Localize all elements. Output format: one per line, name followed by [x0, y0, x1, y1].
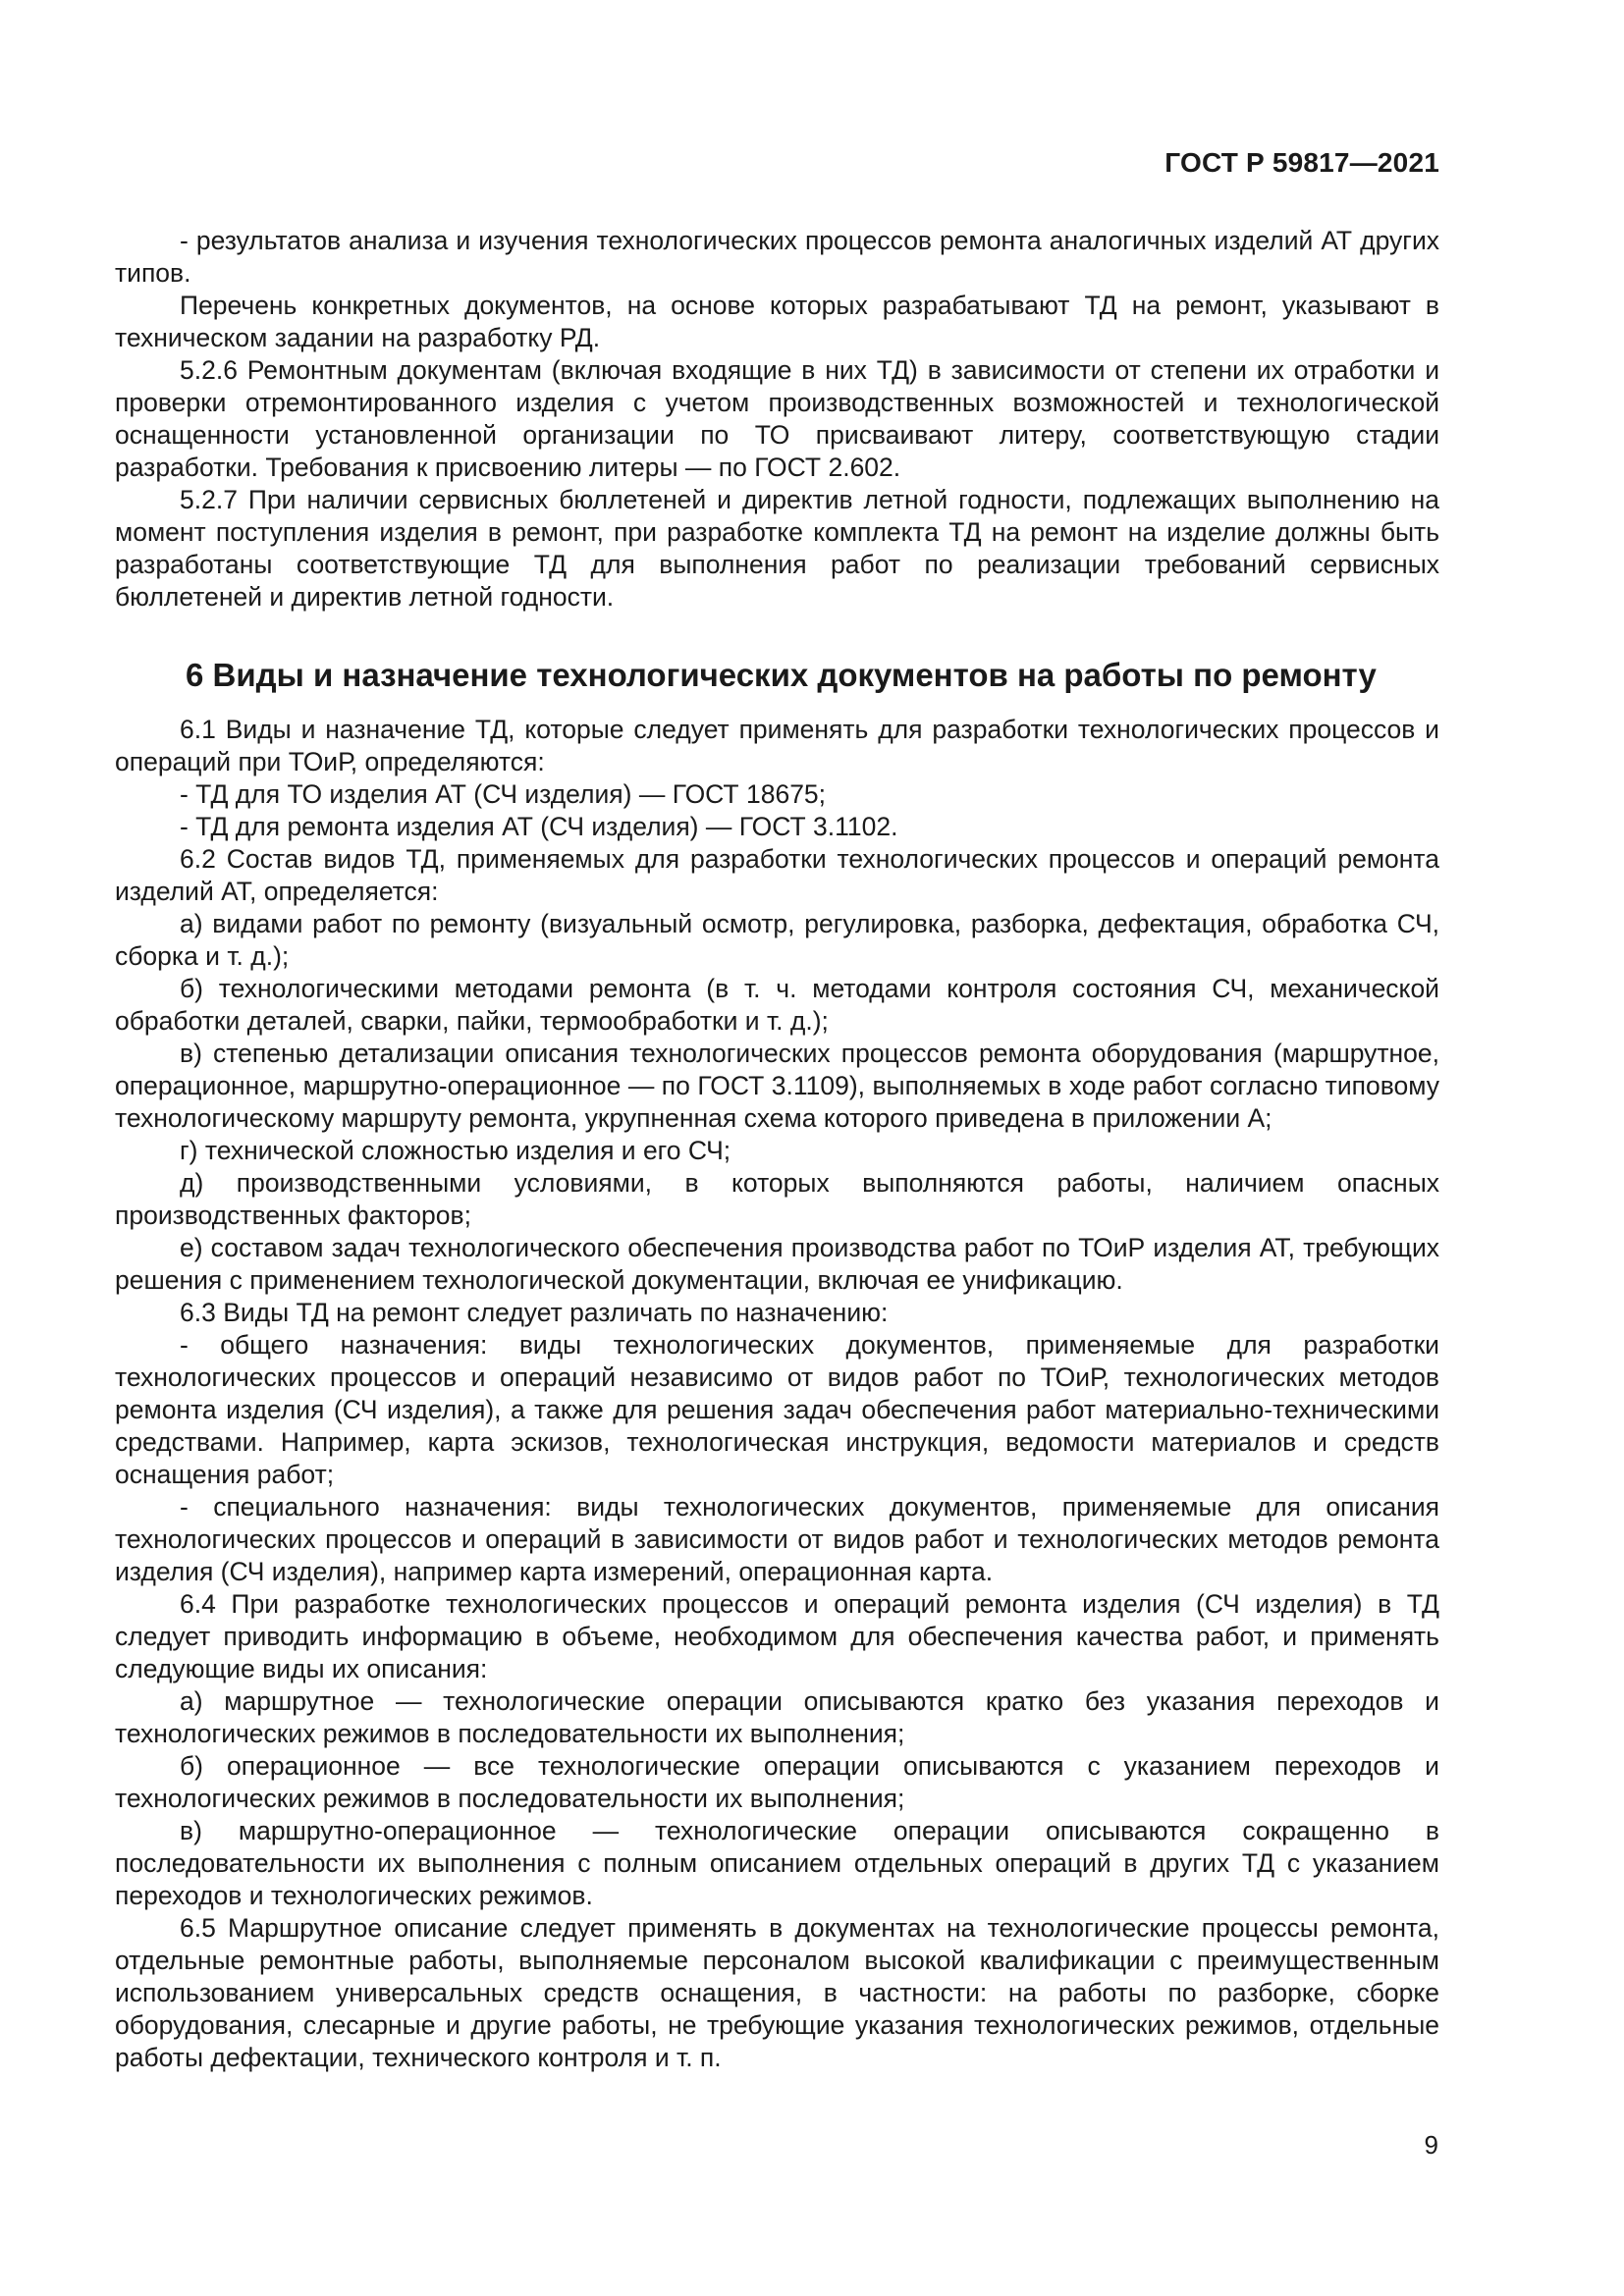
paragraph: 6.3 Виды ТД на ремонт следует различать по назначению:	[180, 1298, 889, 1327]
document-number-header: ГОСТ Р 59817—2021	[1164, 147, 1439, 178]
list-item: в) маршрутно-операционное — технологические операции описываются сокращенно в последовательности их выполнения с полным описанием отдельных операций в других ТД с указанием переходов и технологических режимов.	[115, 1816, 1439, 1910]
list-item: б) операционное — все технологические операции описываются с указанием переходов и технологических режимов в последовательности их выполнения;	[115, 1751, 1439, 1813]
list-item: - общего назначения: виды технологических документов, применяемые для разработки технологических процессов и операций независимо от видов работ по ТОиР, технологических методов ремонта изделия (СЧ изделия), а также для решения задач обеспечения работ материально-техническими средствами. Например, карта эскизов, технологическая инструкция, ведомости материалов и средств оснащения работ;	[115, 1330, 1439, 1489]
list-item: е) составом задач технологического обеспечения производства работ по ТОиР изделия АТ, требующих решения с применением технологической документации, включая ее унификацию.	[115, 1233, 1439, 1295]
paragraph: 5.2.7 При наличии сервисных бюллетеней и директив летной годности, подлежащих выполнению на момент поступления изделия в ремонт, при разработке комплекта ТД на ремонт на изделие должны быть разработаны соответствующие ТД для выполнения работ по реализации требований сервисных бюллетеней и директив летной годности.	[115, 485, 1439, 612]
paragraph: 6.1 Виды и назначение ТД, которые следует применять для разработки технологических процессов и операций при ТОиР, определяются:	[115, 715, 1439, 776]
paragraph: 6.4 При разработке технологических процессов и операций ремонта изделия (СЧ изделия) в ТД следует приводить информацию в объеме, необходимом для обеспечения качества работ, и применять следующие виды их описания:	[115, 1589, 1439, 1683]
section-heading: 6 Виды и назначение технологических документов на работы по ремонту	[186, 657, 1377, 693]
paragraph: 6.2 Состав видов ТД, применяемых для разработки технологических процессов и операций ремонта изделий АТ, определяется:	[115, 844, 1439, 906]
document-body	[115, 225, 1439, 2074]
list-item: - ТД для ремонта изделия АТ (СЧ изделия) — ГОСТ 3.1102.	[180, 812, 898, 841]
page-number: 9	[1424, 2130, 1438, 2160]
list-item: а) маршрутное — технологические операции описываются кратко без указания переходов и технологических режимов в последовательности их выполнения;	[115, 1686, 1439, 1748]
list-item: - ТД для ТО изделия АТ (СЧ изделия) — ГОСТ 18675;	[180, 779, 827, 809]
paragraph: 6.5 Маршрутное описание следует применять в документах на технологические процессы ремонта, отдельные ремонтные работы, выполняемые персоналом высокой квалификации с преимущественным использованием универсальных средств оснащения, в частности: на работы по разборке, сборке оборудования, слесарные и другие работы, не требующие указания технологических режимов, отдельные работы дефектации, технического контроля и т. п.	[115, 1913, 1439, 2072]
list-item: д) производственными условиями, в которых выполняются работы, наличием опасных производственных факторов;	[115, 1168, 1439, 1230]
list-item: г) технической сложностью изделия и его СЧ;	[180, 1136, 731, 1165]
list-item: б) технологическими методами ремонта (в т. ч. методами контроля состояния СЧ, механической обработки деталей, сварки, пайки, термообработки и т. д.);	[115, 974, 1439, 1036]
list-item: - специального назначения: виды технологических документов, применяемые для описания технологических процессов и операций в зависимости от видов работ и технологических методов ремонта изделия (СЧ изделия), например карта измерений, операционная карта.	[115, 1492, 1439, 1586]
paragraph: - результатов анализа и изучения технологических процессов ремонта аналогичных изделий АТ других типов.	[115, 226, 1439, 288]
list-item: а) видами работ по ремонту (визуальный осмотр, регулировка, разборка, дефектация, обработка СЧ, сборка и т. д.);	[115, 909, 1439, 971]
paragraph: Перечень конкретных документов, на основе которых разрабатывают ТД на ремонт, указывают в техническом задании на разработку РД.	[115, 291, 1439, 352]
paragraph: 5.2.6 Ремонтным документам (включая входящие в них ТД) в зависимости от степени их отработки и проверки отремонтированного изделия с учетом производственных возможностей и технологической оснащенности установленной организации по ТО присваивают литеру, соответствующую стадии разработки. Требования к присвоению литеры — по ГОСТ 2.602.	[115, 355, 1439, 482]
list-item: в) степенью детализации описания технологических процессов ремонта оборудования (маршрутное, операционное, маршрутно-операционное — по ГОСТ 3.1109), выполняемых в ходе работ согласно типовому технологическому маршруту ремонта, укрупненная схема которого приведена в приложении А;	[115, 1039, 1439, 1133]
